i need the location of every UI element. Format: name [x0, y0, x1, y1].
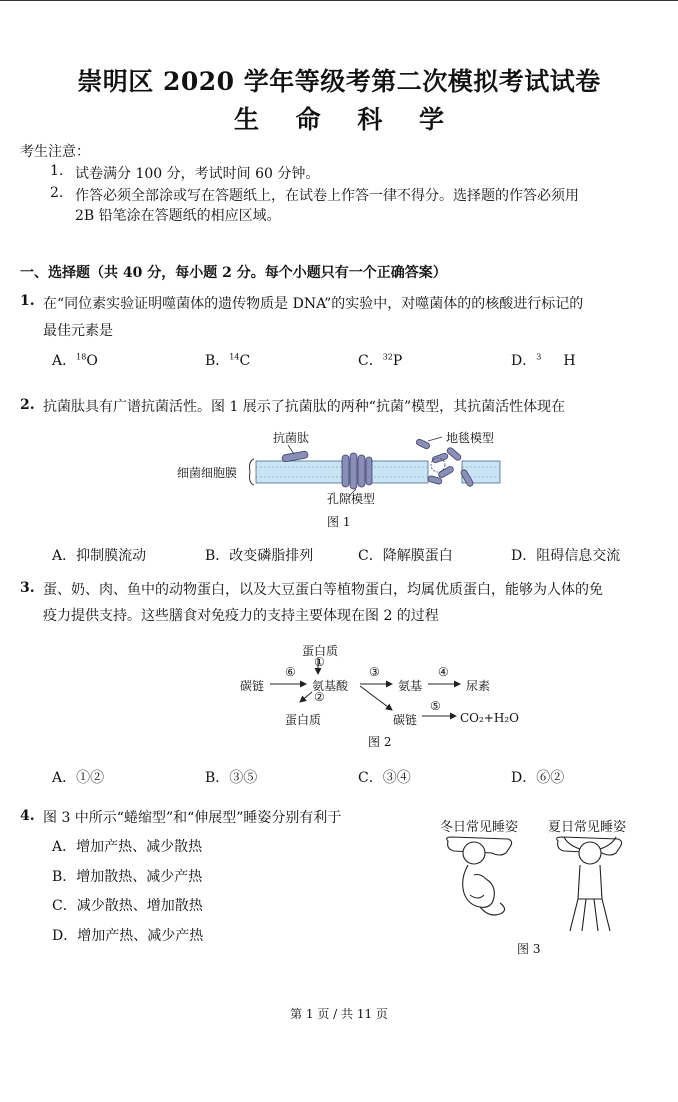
node-carbon-chain-bottom: 碳链 — [393, 713, 418, 727]
option-b: B．③⑤ — [205, 770, 258, 786]
option-d: D．$^3$ H — [511, 352, 576, 369]
label-antimicrobial-peptide: 抗菌肽 — [273, 431, 310, 445]
option-a: A．抑制膜流动 — [52, 548, 147, 564]
node-protein-top: 蛋白质 — [302, 644, 339, 658]
node-amino-acid: 氨基酸 — [312, 679, 349, 693]
question-text: 蛋、奶、肉、鱼中的动物蛋白，以及大豆蛋白等植物蛋白，均属优质蛋白，能够为人体的免 — [43, 582, 603, 598]
question-number: 3. — [20, 580, 35, 596]
option-d: D．阻碍信息交流 — [511, 548, 621, 564]
option-b: B．改变磷脂排列 — [205, 548, 314, 564]
notice-item-text: 2B 铅笔涂在答题纸的相应区域。 — [75, 208, 281, 224]
question-number: 4. — [20, 808, 35, 824]
notice-item-num: 2. — [50, 185, 64, 201]
notice-label: 考生注意： — [20, 144, 90, 160]
option-a: A．增加产热、减少散热 — [52, 839, 203, 855]
label-carpet-model: 地毯模型 — [446, 431, 495, 445]
question-text: 最佳元素是 — [43, 323, 113, 339]
option-b: B．$^{14}$C — [205, 352, 251, 369]
step-6: ⑥ — [285, 665, 296, 679]
question-text: 抗菌肽具有广谱抗菌活性。图 1 展示了抗菌肽的两种“抗菌”模型，其抗菌活性体现在 — [43, 399, 566, 415]
step-1: ① — [314, 655, 325, 669]
label-bacterial-membrane: 细菌细胞膜 — [177, 466, 238, 480]
subject-title: 生 命 科 学 — [233, 105, 459, 134]
option-c: C．减少散热、增加散热 — [52, 898, 203, 914]
node-urea: 尿素 — [466, 679, 491, 693]
pore-peptides — [342, 453, 372, 489]
node-products: CO₂+H₂O — [460, 711, 519, 725]
question-number: 1. — [20, 293, 35, 309]
notice-item-text: 试卷满分 100 分，考试时间 60 分钟。 — [75, 166, 320, 182]
step-2: ② — [314, 690, 325, 704]
option-b: B．增加散热、减少产热 — [52, 869, 203, 885]
top-border-line — [0, 0, 678, 1]
step-4: ④ — [438, 665, 449, 679]
node-amino-group: 氨基 — [398, 679, 423, 693]
option-c: C．$^{32}$P — [358, 352, 403, 369]
option-d: D．增加产热、减少产热 — [52, 928, 204, 944]
option-a: A．$^{18}$O — [52, 352, 98, 369]
option-c: C．降解膜蛋白 — [358, 548, 453, 564]
figure-1-caption: 图 1 — [327, 515, 351, 529]
notice-item-text: 作答必须全部涂或写在答题纸上，在试卷上作答一律不得分。选择题的作答必须用 — [75, 188, 579, 204]
exam-title: 崇明区 2020 学年等级考第二次模拟考试试卷 — [77, 67, 601, 96]
figure-2-caption: 图 2 — [368, 735, 392, 749]
brace — [250, 459, 255, 485]
stretched-sleeper-illustration — [550, 835, 630, 935]
section-heading: 一、选择题（共 40 分，每小题 2 分。每个小题只有一个正确答案） — [20, 265, 447, 281]
notice-item-num: 1. — [50, 163, 64, 179]
figure-3-caption: 图 3 — [517, 942, 541, 956]
label-summer-posture: 夏日常见睡姿 — [548, 820, 627, 835]
option-d: D．⑥② — [511, 770, 565, 786]
option-a: A．①② — [52, 770, 105, 786]
peptide-shape — [282, 451, 309, 462]
label-winter-posture: 冬日常见睡姿 — [440, 820, 519, 835]
node-carbon-chain-left: 碳链 — [240, 679, 265, 693]
question-text: 图 3 中所示“蜷缩型”和“伸展型”睡姿分别有利于 — [43, 810, 342, 826]
step-3: ③ — [369, 665, 380, 679]
question-text: 疫力提供支持。这些膳食对免疫力的支持主要体现在图 2 的过程 — [43, 608, 439, 624]
question-text: 在“同位素实验证明噬菌体的遗传物质是 DNA”的实验中，对噬菌体的的核酸进行标记的 — [43, 296, 584, 312]
node-protein-bottom: 蛋白质 — [285, 713, 322, 727]
label-pore-model: 孔隙模型 — [327, 492, 376, 506]
curled-sleeper-illustration — [440, 835, 520, 930]
option-c: C．③④ — [358, 770, 411, 786]
question-number: 2. — [20, 397, 35, 413]
step-5: ⑤ — [430, 699, 441, 713]
page-footer: 第 1 页 / 共 11 页 — [290, 1007, 388, 1021]
